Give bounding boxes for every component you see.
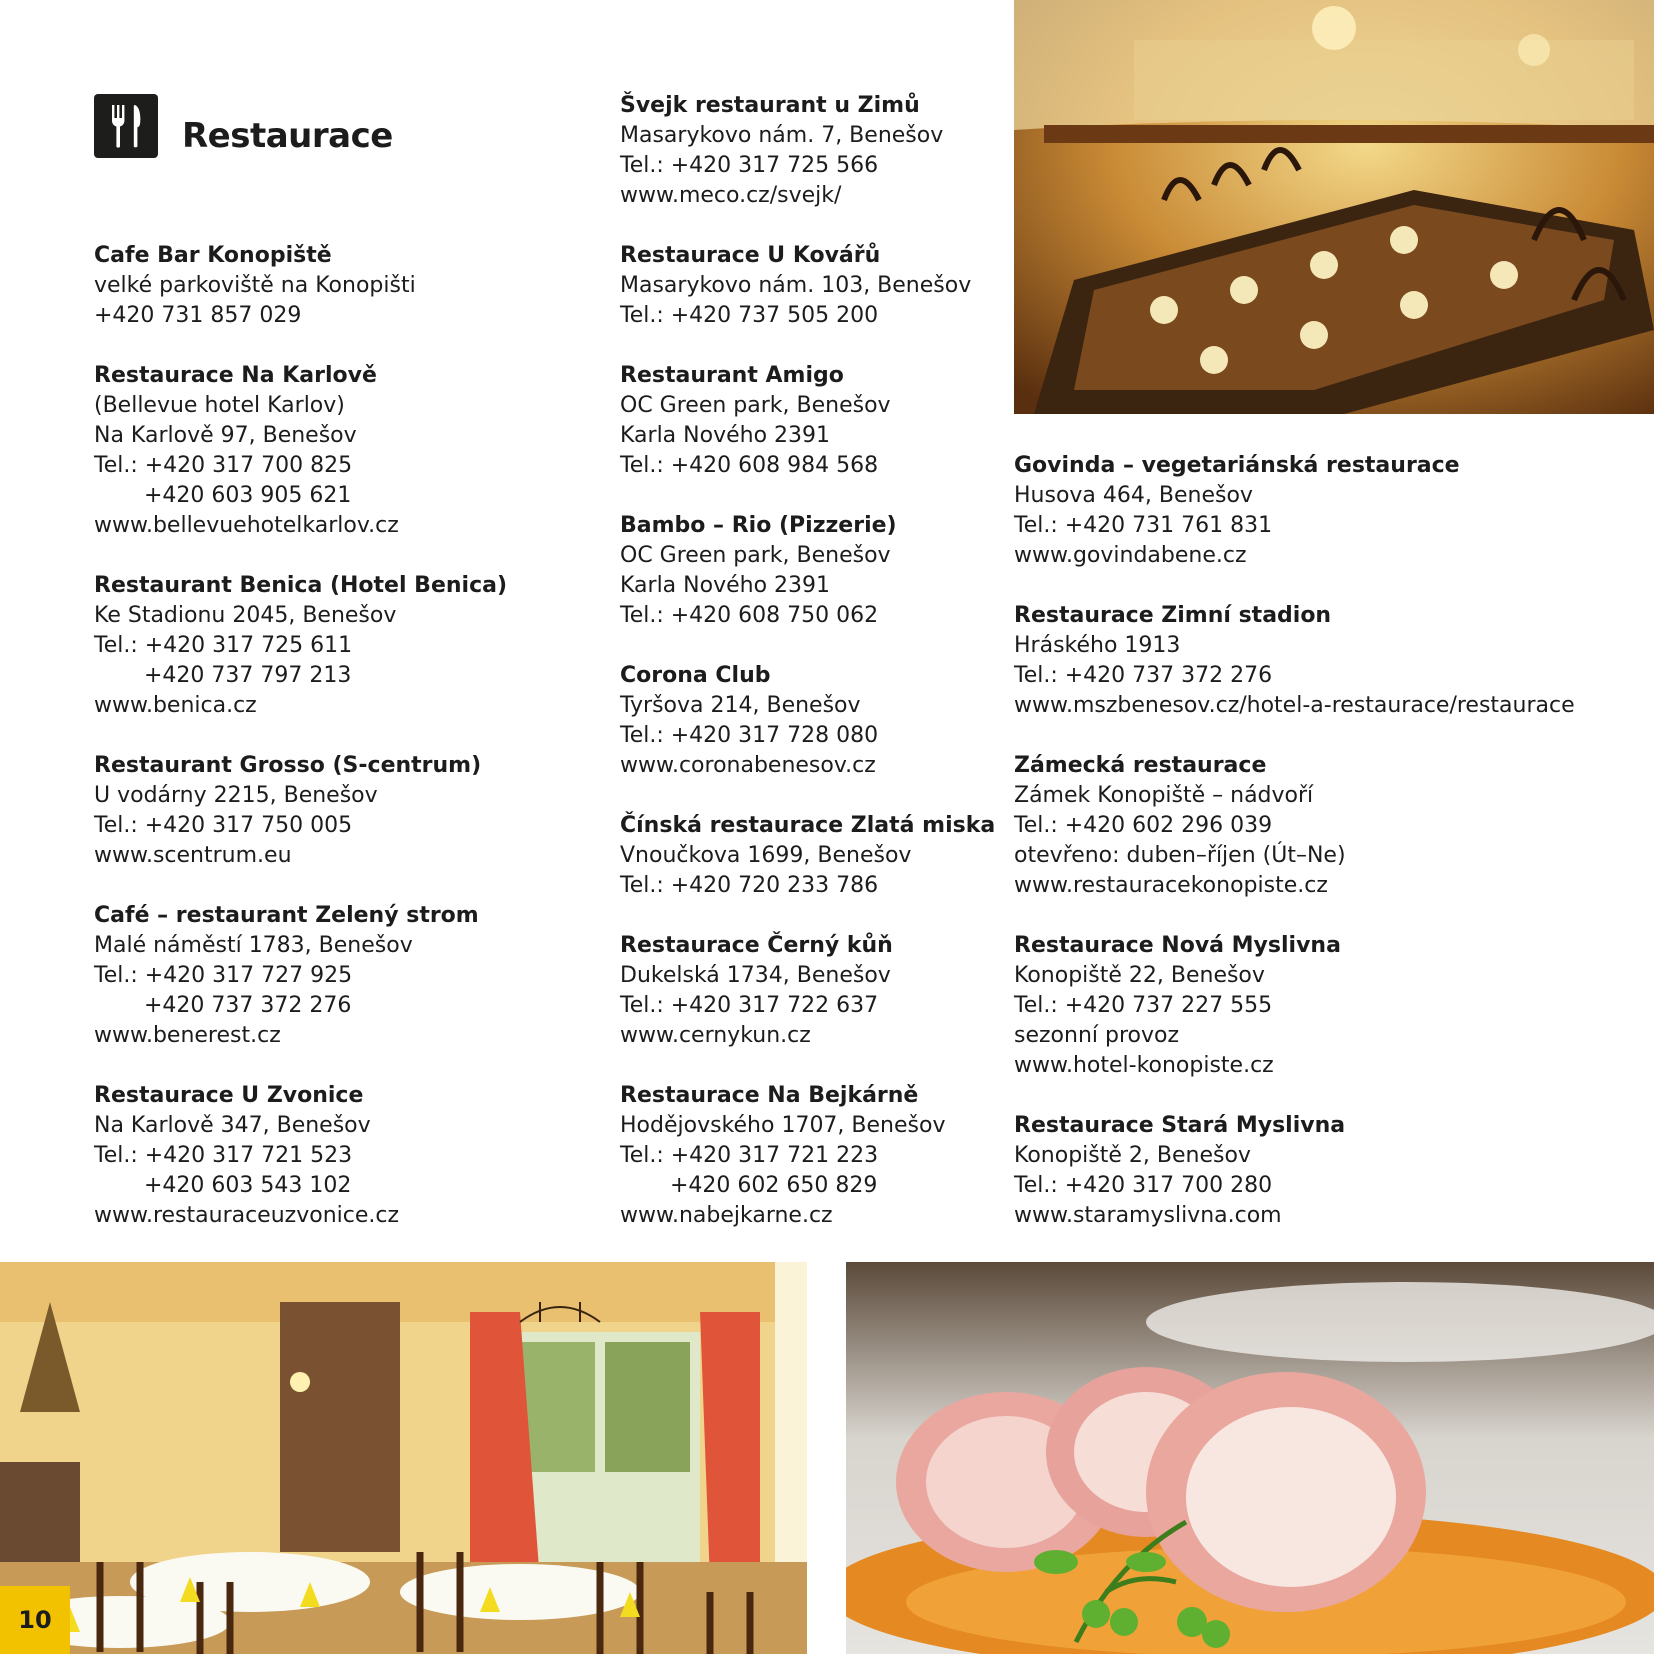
restaurant-detail-line: Na Karlově 347, Benešov bbox=[94, 1113, 371, 1138]
restaurant-name: Corona Club bbox=[620, 663, 771, 688]
restaurant-detail-line: Tel.: +420 317 727 925 bbox=[94, 963, 353, 988]
restaurant-column-1 bbox=[94, 241, 507, 1261]
restaurant-entry bbox=[620, 241, 995, 331]
restaurant-column-3 bbox=[1014, 451, 1575, 1261]
restaurant-name: Restaurant Grosso (S-centrum) bbox=[94, 753, 482, 778]
restaurant-detail-line: U vodárny 2215, Benešov bbox=[94, 783, 378, 808]
restaurant-detail-line: Vnoučkova 1699, Benešov bbox=[620, 843, 912, 868]
restaurant-detail-line: +420 737 372 276 bbox=[144, 993, 352, 1018]
restaurant-detail-line: Tel.: +420 317 722 637 bbox=[620, 993, 879, 1018]
restaurant-detail-line: Tel.: +420 317 725 611 bbox=[94, 633, 353, 658]
restaurant-detail-line: OC Green park, Benešov bbox=[620, 543, 891, 568]
restaurant-detail-line: OC Green park, Benešov bbox=[620, 393, 891, 418]
restaurant-website-link[interactable]: www.restauracekonopiste.cz bbox=[1014, 873, 1328, 898]
restaurant-detail-line: +420 603 905 621 bbox=[144, 483, 352, 508]
restaurant-detail-line: Tel.: +420 737 372 276 bbox=[1014, 663, 1273, 688]
restaurant-entry bbox=[94, 241, 507, 331]
pub-interior-photo bbox=[1014, 0, 1654, 414]
restaurant-name: Restaurace Na Karlově bbox=[94, 363, 377, 388]
restaurant-website-link[interactable]: www.coronabenesov.cz bbox=[620, 753, 876, 778]
restaurant-column-2 bbox=[620, 91, 995, 1261]
restaurant-website-link[interactable]: www.staramyslivna.com bbox=[1014, 1203, 1282, 1228]
restaurant-entry bbox=[1014, 931, 1575, 1081]
restaurant-website-link[interactable]: www.hotel-konopiste.cz bbox=[1014, 1053, 1274, 1078]
restaurant-detail-line: Tel.: +420 608 984 568 bbox=[620, 453, 879, 478]
page-number: 10 bbox=[0, 1586, 70, 1654]
restaurant-detail-line: Tel.: +420 602 296 039 bbox=[1014, 813, 1273, 838]
restaurant-detail-line: Tel.: +420 317 725 566 bbox=[620, 153, 879, 178]
restaurant-name: Restaurace Zimní stadion bbox=[1014, 603, 1332, 628]
restaurant-website-link[interactable]: www.nabejkarne.cz bbox=[620, 1203, 833, 1228]
restaurant-website-link[interactable]: www.meco.cz/svejk/ bbox=[620, 183, 842, 208]
restaurant-detail-line: Tel.: +420 317 721 223 bbox=[620, 1143, 879, 1168]
restaurant-detail-line: +420 603 543 102 bbox=[144, 1173, 352, 1198]
restaurant-detail-line: Malé náměstí 1783, Benešov bbox=[94, 933, 413, 958]
restaurant-entry bbox=[620, 1081, 995, 1231]
restaurant-detail-line: +420 731 857 029 bbox=[94, 303, 302, 328]
restaurant-entry bbox=[1014, 1111, 1575, 1231]
restaurant-detail-line: Husova 464, Benešov bbox=[1014, 483, 1253, 508]
restaurant-name: Café – restaurant Zelený strom bbox=[94, 903, 479, 928]
restaurant-website-link[interactable]: www.scentrum.eu bbox=[94, 843, 292, 868]
restaurant-name: Restaurace U Zvonice bbox=[94, 1083, 364, 1108]
restaurant-detail-line: velké parkoviště na Konopišti bbox=[94, 273, 416, 298]
restaurant-detail-line: Tel.: +420 317 700 825 bbox=[94, 453, 353, 478]
restaurant-detail-line: (Bellevue hotel Karlov) bbox=[94, 393, 345, 418]
restaurant-detail-line: Tel.: +420 317 728 080 bbox=[620, 723, 879, 748]
restaurant-detail-line: Na Karlově 97, Benešov bbox=[94, 423, 357, 448]
dining-room-photo bbox=[0, 1262, 807, 1654]
restaurant-detail-line: Tel.: +420 737 505 200 bbox=[620, 303, 879, 328]
restaurant-detail-line: Tel.: +420 317 721 523 bbox=[94, 1143, 353, 1168]
restaurant-detail-line: Tyršova 214, Benešov bbox=[620, 693, 861, 718]
restaurant-website-link[interactable]: www.cernykun.cz bbox=[620, 1023, 811, 1048]
restaurant-name: Bambo – Rio (Pizzerie) bbox=[620, 513, 897, 538]
restaurant-name: Govinda – vegetariánská restaurace bbox=[1014, 453, 1460, 478]
restaurant-entry bbox=[1014, 601, 1575, 721]
restaurant-detail-line: Dukelská 1734, Benešov bbox=[620, 963, 891, 988]
restaurant-entry bbox=[620, 361, 995, 481]
restaurant-name: Švejk restaurant u Zimů bbox=[620, 93, 920, 118]
restaurant-website-link[interactable]: www.govindabene.cz bbox=[1014, 543, 1247, 568]
restaurant-detail-line: Ke Stadionu 2045, Benešov bbox=[94, 603, 397, 628]
restaurant-detail-line: otevřeno: duben–říjen (Út–Ne) bbox=[1014, 843, 1346, 868]
restaurant-entry bbox=[620, 811, 995, 901]
restaurant-detail-line: Tel.: +420 317 700 280 bbox=[1014, 1173, 1273, 1198]
restaurant-detail-line: Tel.: +420 737 227 555 bbox=[1014, 993, 1273, 1018]
restaurant-name: Restaurace Černý kůň bbox=[620, 933, 893, 958]
restaurant-name: Restaurace Stará Myslivna bbox=[1014, 1113, 1346, 1138]
restaurant-detail-line: Tel.: +420 720 233 786 bbox=[620, 873, 879, 898]
restaurant-name: Cafe Bar Konopiště bbox=[94, 243, 332, 268]
restaurant-detail-line: Zámek Konopiště – nádvoří bbox=[1014, 783, 1314, 808]
restaurant-detail-line: Hráského 1913 bbox=[1014, 633, 1181, 658]
restaurant-entry bbox=[1014, 451, 1575, 571]
restaurant-detail-line: sezonní provoz bbox=[1014, 1023, 1180, 1048]
restaurant-detail-line: Konopiště 22, Benešov bbox=[1014, 963, 1265, 988]
restaurant-detail-line: Karla Nového 2391 bbox=[620, 423, 831, 448]
restaurant-website-link[interactable]: www.benerest.cz bbox=[94, 1023, 281, 1048]
page-title: Restaurace bbox=[182, 116, 393, 156]
restaurant-detail-line: +420 737 797 213 bbox=[144, 663, 352, 688]
restaurant-website-link[interactable]: www.mszbenesov.cz/hotel-a-restaurace/restaurace bbox=[1014, 693, 1575, 718]
restaurant-name: Restaurace U Kovářů bbox=[620, 243, 881, 268]
restaurant-detail-line: Masarykovo nám. 103, Benešov bbox=[620, 273, 972, 298]
restaurant-name: Zámecká restaurace bbox=[1014, 753, 1267, 778]
restaurant-detail-line: Hodějovského 1707, Benešov bbox=[620, 1113, 946, 1138]
restaurant-detail-line: Tel.: +420 608 750 062 bbox=[620, 603, 879, 628]
restaurant-entry bbox=[94, 571, 507, 721]
restaurant-entry bbox=[620, 931, 995, 1051]
fork-knife-icon bbox=[94, 94, 158, 158]
restaurant-detail-line: Tel.: +420 731 761 831 bbox=[1014, 513, 1273, 538]
restaurant-name: Restaurant Benica (Hotel Benica) bbox=[94, 573, 508, 598]
restaurant-name: Restaurace Na Bejkárně bbox=[620, 1083, 919, 1108]
restaurant-website-link[interactable]: www.benica.cz bbox=[94, 693, 257, 718]
restaurant-name: Restaurace Nová Myslivna bbox=[1014, 933, 1341, 958]
section-header bbox=[94, 94, 393, 158]
food-photo bbox=[846, 1262, 1654, 1654]
restaurant-entry bbox=[1014, 751, 1575, 901]
restaurant-entry bbox=[94, 901, 507, 1051]
restaurant-entry bbox=[94, 751, 507, 871]
restaurant-detail-line: Tel.: +420 317 750 005 bbox=[94, 813, 353, 838]
restaurant-name: Restaurant Amigo bbox=[620, 363, 844, 388]
restaurant-entry bbox=[620, 91, 995, 211]
restaurant-entry bbox=[94, 361, 507, 541]
restaurant-website-link[interactable]: www.restauraceuzvonice.cz bbox=[94, 1203, 400, 1228]
restaurant-entry bbox=[620, 511, 995, 631]
restaurant-detail-line: Masarykovo nám. 7, Benešov bbox=[620, 123, 944, 148]
restaurant-name: Čínská restaurace Zlatá miska bbox=[620, 813, 996, 838]
restaurant-entry bbox=[620, 661, 995, 781]
restaurant-detail-line: +420 602 650 829 bbox=[670, 1173, 878, 1198]
restaurant-website-link[interactable]: www.bellevuehotelkarlov.cz bbox=[94, 513, 399, 538]
restaurant-detail-line: Karla Nového 2391 bbox=[620, 573, 831, 598]
restaurant-entry bbox=[94, 1081, 507, 1231]
restaurant-detail-line: Konopiště 2, Benešov bbox=[1014, 1143, 1251, 1168]
